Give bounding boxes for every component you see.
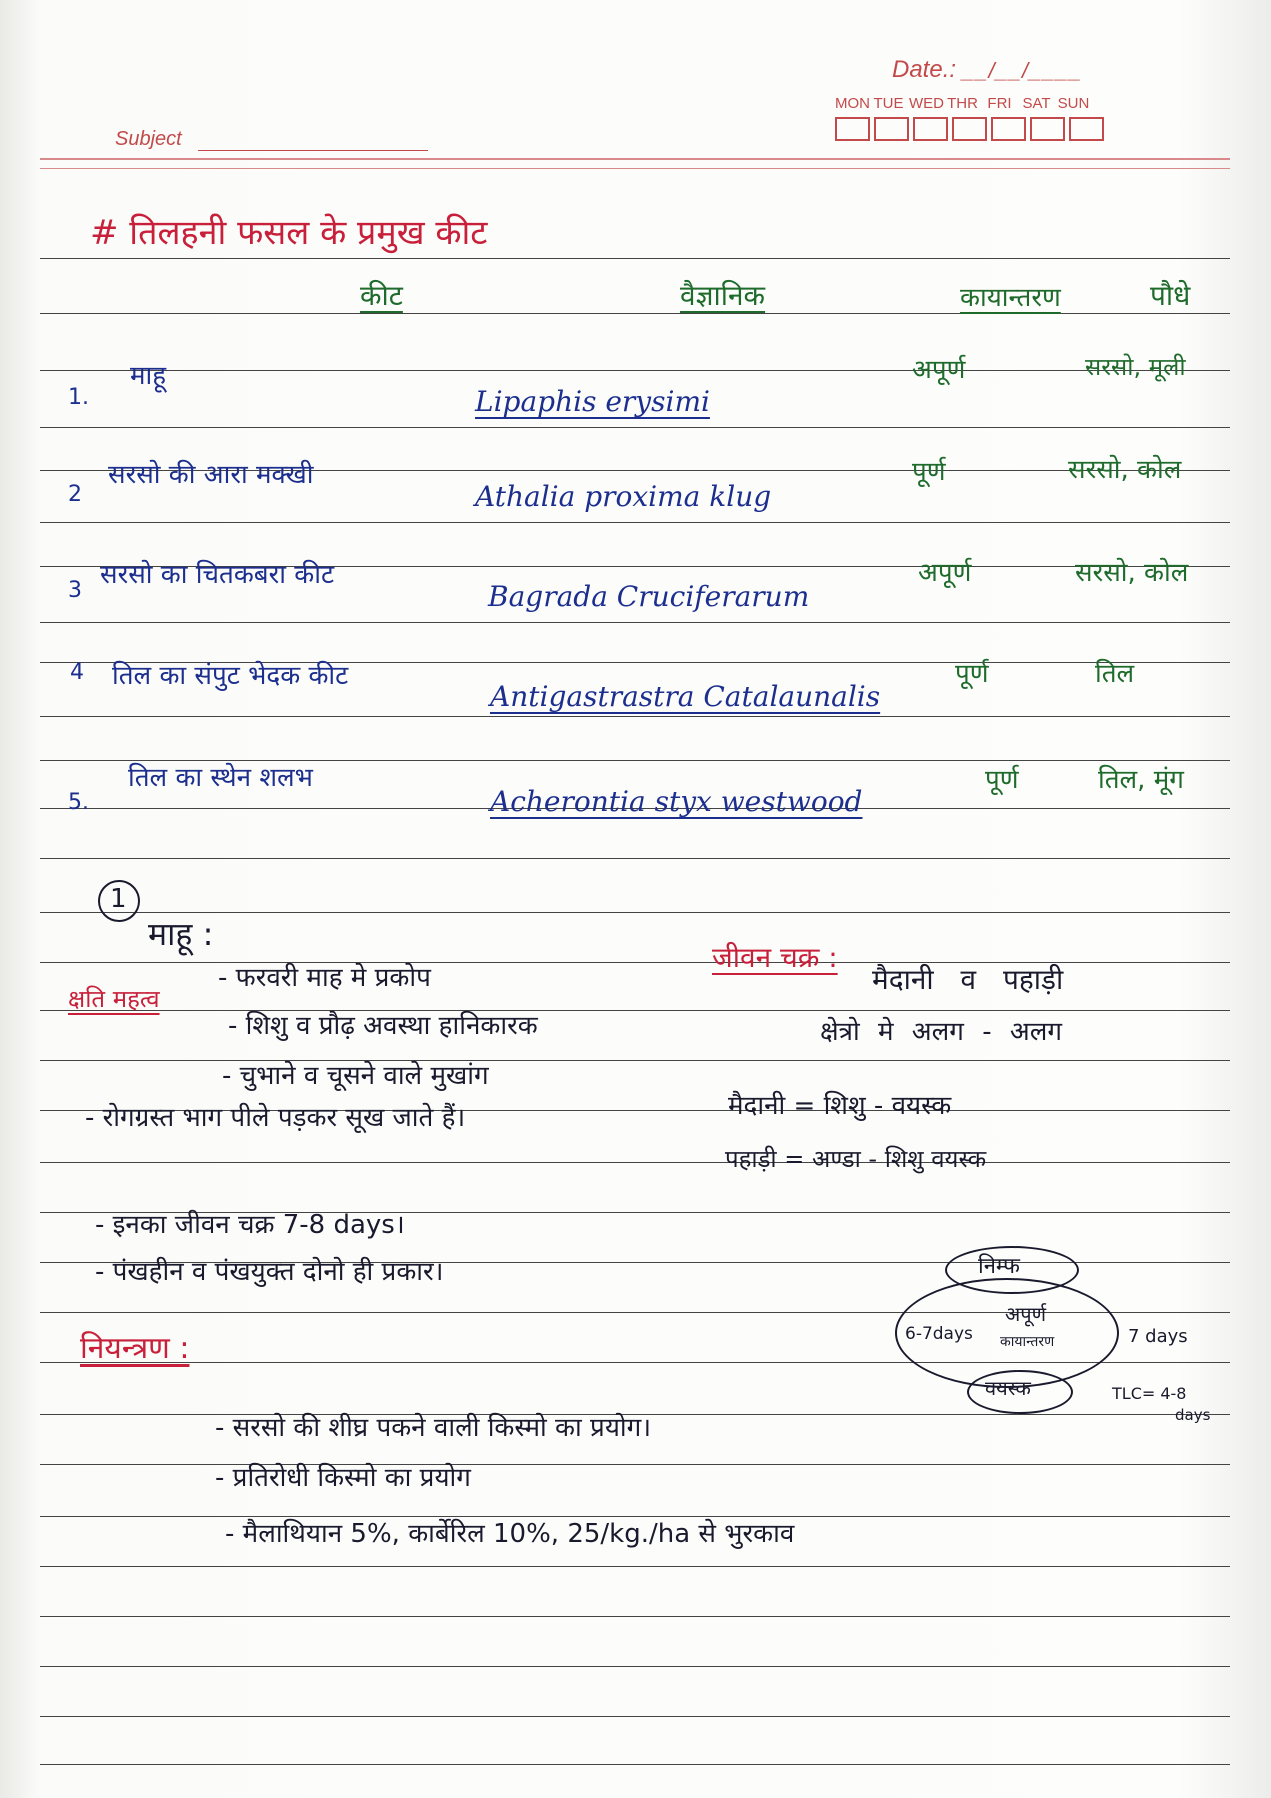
scientific-name: Antigastrastra Catalaunalis [490,680,881,713]
control-label: नियन्त्रण : [80,1331,190,1366]
diagram-adult: वयस्क [985,1376,1031,1400]
day-box [952,117,987,141]
ruled-line [40,1060,1230,1061]
row-number: 5. [68,790,89,815]
day-thr: THR [947,95,978,112]
metamorphosis-type: अपूर्ण [918,558,972,588]
ruled-line [40,1162,1230,1163]
ruled-line [40,622,1230,623]
diagram-note-days: days [1175,1406,1211,1424]
ruled-line [40,1010,1230,1011]
ruled-line [40,716,1230,717]
diagram-nymph: निम्फ [978,1254,1020,1279]
pest-name: सरसो का चितकबरा कीट [100,560,335,590]
host-plants: सरसो, मूली [1085,353,1186,381]
ruled-line [40,522,1230,523]
section-heading: माहू : [148,915,214,953]
damage-point: - फरवरी माह मे प्रकोप [218,963,431,993]
column-header-metamorphosis: कायान्तरण [960,283,1061,313]
ruled-line [40,258,1230,259]
day-tue: TUE [873,95,904,112]
pest-name: माहू [130,361,167,391]
subject-label: Subject [115,128,182,150]
note-line: - पंखहीन व पंखयुक्त दोनो ही प्रकार। [95,1257,444,1287]
lifecycle-line: क्षेत्रो मे अलग - अलग [820,1017,1062,1047]
date-value: __/__/____ [962,58,1083,83]
plain-region-line: मैदानी = शिशु - वयस्क [728,1091,952,1121]
host-plants: तिल [1095,659,1135,689]
scientific-name: Bagrada Cruciferarum [488,580,810,613]
lifecycle-line: मैदानी व पहाड़ी [872,963,1064,996]
pest-name: तिल का संपुट भेदक कीट [112,661,349,691]
day-mon: MON [835,95,870,112]
page-title: # तिलहनी फसल के प्रमुख कीट [90,213,488,253]
ruled-line [40,1666,1230,1667]
column-header-plants: पौधे [1150,279,1191,312]
control-point: - प्रतिरोधी किस्मो का प्रयोग [215,1463,471,1493]
day-box [874,117,909,141]
row-number: 2 [68,482,82,507]
hill-region-line: पहाड़ी = अण्डा - शिशु वयस्क [725,1145,987,1173]
day-box [1069,117,1104,141]
metamorphosis-type: पूर्ण [912,457,946,487]
damage-label: क्षति महत्व [68,985,160,1013]
lifecycle-label: जीवन चक्र : [712,941,838,974]
diagram-left-duration: 6-7days [905,1324,973,1344]
date-label: Date.: [892,56,957,83]
ruled-line [40,858,1230,859]
pest-name: सरसो की आरा मक्खी [108,460,314,490]
day-fri: FRI [987,95,1012,112]
scientific-name: Lipaphis erysimi [475,385,710,418]
damage-point: - चुभाने व चूसने वाले मुखांग [222,1061,489,1091]
day-sat: SAT [1022,95,1051,112]
header-rule [40,158,1230,160]
diagram-right-duration: 7 days [1128,1326,1188,1347]
ruled-line [40,1764,1230,1765]
damage-point: - शिशु व प्रौढ़ अवस्था हानिकारक [228,1011,538,1041]
diagram-note: TLC= 4-8 [1112,1384,1187,1403]
header-rule-2 [40,168,1230,169]
day-box [991,117,1026,141]
metamorphosis-type: अपूर्ण [912,355,966,385]
scientific-name: Acherontia styx westwood [490,785,863,818]
host-plants: तिल, मूंग [1098,765,1184,795]
metamorphosis-type: पूर्ण [985,765,1019,795]
host-plants: सरसो, कोल [1075,558,1189,588]
column-header-scientific: वैज्ञानिक [680,279,766,312]
scientific-name: Athalia proxima klug [475,480,772,513]
diagram-center-top: अपूर्ण [1005,1302,1047,1326]
ruled-line [40,370,1230,371]
weekday-boxes [835,117,1104,141]
pest-name: तिल का स्थेन शलभ [128,763,313,793]
row-number: 1. [68,385,89,410]
day-sun: SUN [1057,95,1090,112]
ruled-line [40,912,1230,913]
day-box [835,117,870,141]
row-number: 4 [70,660,84,685]
subject-line [198,150,428,151]
day-wed: WED [909,95,944,112]
row-number: 3 [68,578,82,603]
host-plants: सरसो, कोल [1068,455,1182,485]
control-point: - मैलाथियान 5%, कार्बेरिल 10%, 25/kg./ha से भुरकाव [225,1519,795,1549]
note-line: - इनका जीवन चक्र 7-8 days। [95,1210,405,1240]
diagram-center-bottom: कायान्तरण [1000,1334,1055,1350]
control-point: - सरसो की शीघ्र पकने वाली किस्मो का प्रयोग। [215,1413,652,1443]
day-box [913,117,948,141]
ruled-line [40,427,1230,428]
ruled-line [40,1616,1230,1617]
ruled-line [40,1566,1230,1567]
metamorphosis-type: पूर्ण [955,659,989,689]
damage-point: - रोगग्रस्त भाग पीले पड़कर सूख जाते हैं। [85,1103,466,1133]
weekday-labels [835,95,1090,112]
section-number: 1 [110,884,127,914]
column-header-pest: कीट [360,279,403,312]
ruled-line [40,1716,1230,1717]
day-box [1030,117,1065,141]
